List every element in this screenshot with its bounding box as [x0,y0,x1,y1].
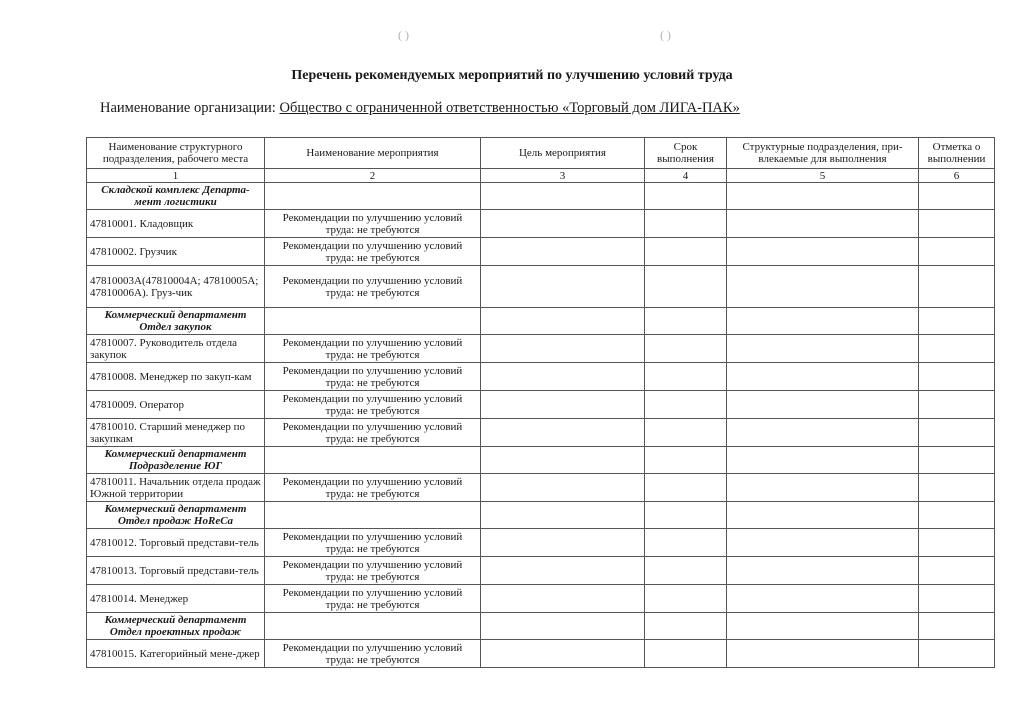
measure-text: Рекомендации по улучшению условий труда: не требуются [265,529,481,557]
table-row [87,447,995,474]
table-row [87,266,995,308]
measures-table [86,137,995,668]
table-row [87,585,995,613]
header-cell: Наименование мероприятия [265,138,481,169]
measure-text: Рекомендации по улучшению условий труда: не требуются [265,238,481,266]
measure-text: Рекомендации по улучшению условий труда: не требуются [265,266,481,308]
scan-mark-right: ( ) [660,28,671,42]
table-row [87,335,995,363]
measure-text: Рекомендации по улучшению условий труда: не требуются [265,391,481,419]
header-cell: Отметка о выполнении [919,138,995,169]
workplace-name: 47810009. Оператор [87,391,265,419]
section-name: Коммерческий департамент Отдел закупок [87,308,265,335]
measure-text: Рекомендации по улучшению условий труда: не требуются [265,640,481,668]
workplace-name: 47810002. Грузчик [87,238,265,266]
document-title: Перечень рекомендуемых мероприятий по улучшению условий труда [291,68,733,83]
section-name: Коммерческий департамент Отдел проектных продаж [87,613,265,640]
table-row [87,308,995,335]
workplace-name: 47810013. Торговый представи-тель [87,557,265,585]
column-number: 4 [645,169,727,183]
workplace-name: 47810011. Начальник отдела продаж Южной территории [87,474,265,502]
header-cell: Срок выполнения [645,138,727,169]
table-row [87,502,995,529]
table-row [87,640,995,668]
table-row [87,183,995,210]
column-number: 3 [481,169,645,183]
column-number: 5 [727,169,919,183]
workplace-name: 47810012. Торговый представи-тель [87,529,265,557]
scan-mark-left: ( ) [398,28,409,42]
column-number: 1 [87,169,265,183]
section-name: Коммерческий департамент Подразделение ЮГ [87,447,265,474]
table-row [87,613,995,640]
table-row [87,238,995,266]
table-row [87,529,995,557]
table-row [87,419,995,447]
header-cell: Наименование структурного подразделения, рабочего места [87,138,265,169]
column-number: 6 [919,169,995,183]
organization-name: Общество с ограниченной ответственностью «Торговый дом ЛИГА-ПАК» [279,100,740,116]
measure-text: Рекомендации по улучшению условий труда: не требуются [265,585,481,613]
workplace-name: 47810010. Старший менеджер по закупкам [87,419,265,447]
header-cell: Цель мероприятия [481,138,645,169]
workplace-name: 47810015. Категорийный мене-джер [87,640,265,668]
header-row [87,138,995,169]
workplace-name: 47810008. Менеджер по закуп-кам [87,363,265,391]
measure-text: Рекомендации по улучшению условий труда: не требуются [265,419,481,447]
column-number: 2 [265,169,481,183]
table-row [87,474,995,502]
column-number-row [87,169,995,183]
table-row [87,363,995,391]
organization-label: Наименование организации: [100,100,276,116]
organization-line [100,100,740,117]
table-row [87,391,995,419]
table-row [87,210,995,238]
measure-text: Рекомендации по улучшению условий труда: не требуются [265,557,481,585]
workplace-name: 47810007. Руководитель отдела закупок [87,335,265,363]
workplace-name: 47810014. Менеджер [87,585,265,613]
workplace-name: 47810003А(47810004А; 47810005А; 47810006А). Груз-чик [87,266,265,308]
header-cell: Структурные подразделения, при-влекаемые для выполнения [727,138,919,169]
measure-text: Рекомендации по улучшению условий труда: не требуются [265,474,481,502]
measure-text: Рекомендации по улучшению условий труда: не требуются [265,363,481,391]
section-name: Складской комплекс Департа-мент логистики [87,183,265,210]
workplace-name: 47810001. Кладовщик [87,210,265,238]
section-name: Коммерческий департамент Отдел продаж HoReCa [87,502,265,529]
measure-text: Рекомендации по улучшению условий труда: не требуются [265,210,481,238]
measure-text: Рекомендации по улучшению условий труда: не требуются [265,335,481,363]
table-row [87,557,995,585]
